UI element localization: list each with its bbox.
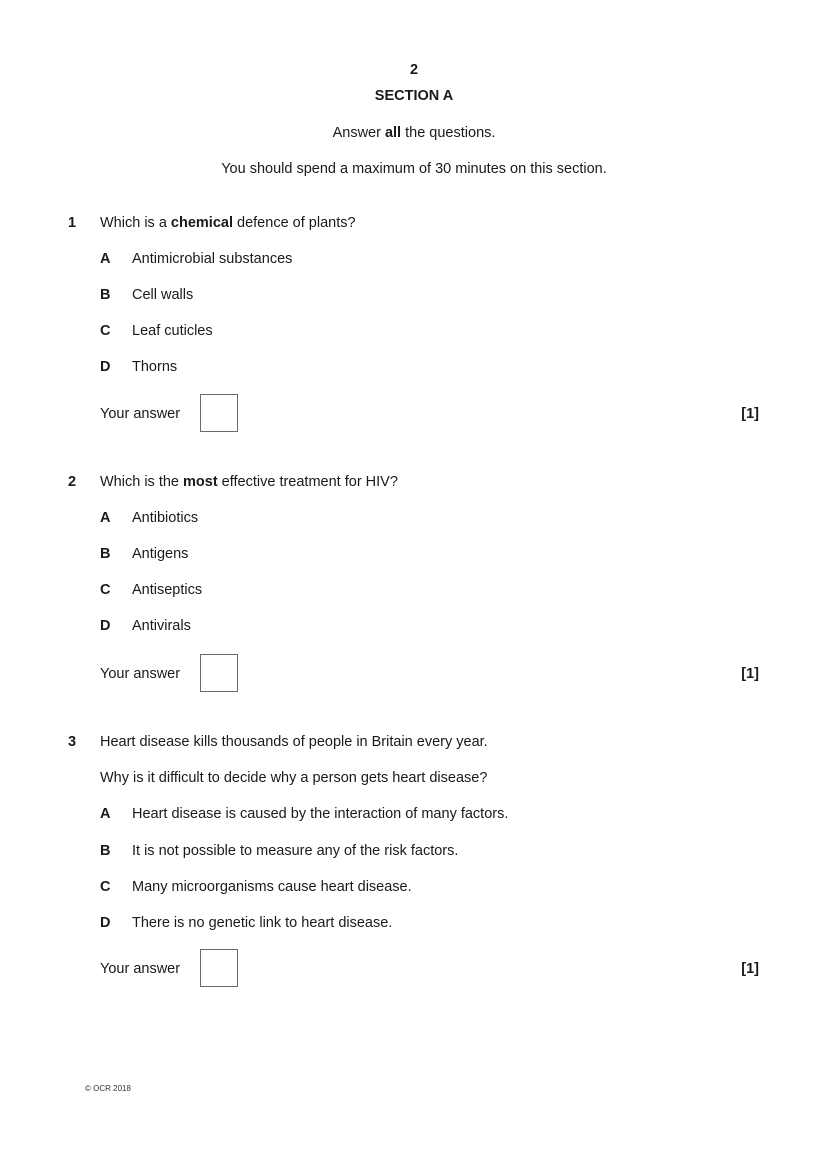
section-title: SECTION A: [374, 88, 454, 104]
option-letter: B: [100, 546, 111, 562]
option-letter: B: [100, 843, 111, 859]
instruction-line-1: [0, 125, 828, 141]
option-text: Many microorganisms cause heart disease.: [132, 879, 412, 895]
answer-box[interactable]: [200, 654, 238, 692]
option-text: It is not possible to measure any of the risk factors.: [132, 843, 459, 859]
answer-box[interactable]: [200, 394, 238, 432]
option-letter: D: [100, 359, 111, 375]
your-answer-label: Your answer: [100, 961, 181, 977]
question-stem: Heart disease kills thousands of people in Britain every year.: [100, 734, 488, 750]
your-answer-label: Your answer: [100, 666, 181, 682]
stem-emphasis: chemical: [170, 215, 233, 231]
question-number: 3: [68, 734, 77, 750]
option-text: Thorns: [132, 359, 178, 375]
page-number: 2: [409, 62, 419, 78]
option-letter: A: [100, 510, 111, 526]
option-text: There is no genetic link to heart disease.: [132, 915, 393, 931]
option-letter: D: [100, 618, 111, 634]
stem-text: effective treatment for HIV?: [217, 474, 398, 490]
option-letter: C: [100, 323, 111, 339]
option-text: Antiseptics: [132, 582, 203, 598]
stem-text: Which is a: [100, 215, 171, 231]
option-text: Cell walls: [132, 287, 194, 303]
option-letter: A: [100, 806, 111, 822]
stem-text: defence of plants?: [233, 215, 356, 231]
stem-emphasis: most: [183, 474, 218, 490]
instruction-line-2: You should spend a maximum of 30 minutes on this section.: [221, 161, 607, 177]
question-number: 1: [68, 215, 77, 231]
option-text: Antimicrobial substances: [132, 251, 293, 267]
question-stem-2: Why is it difficult to decide why a person gets heart disease?: [100, 770, 488, 786]
question-number: 2: [68, 474, 77, 490]
option-letter: C: [100, 582, 111, 598]
your-answer-label: Your answer: [100, 406, 181, 422]
marks-label: [1]: [741, 406, 759, 422]
copyright-footer: © OCR 2018: [85, 1084, 131, 1093]
instruction-text: Answer: [332, 125, 385, 141]
question-stem: [100, 474, 398, 490]
option-letter: B: [100, 287, 111, 303]
option-letter: D: [100, 915, 111, 931]
answer-box[interactable]: [200, 949, 238, 987]
instruction-emphasis: all: [384, 125, 402, 141]
instruction-text: the questions.: [401, 125, 496, 141]
marks-label: [1]: [741, 961, 759, 977]
option-text: Leaf cuticles: [132, 323, 213, 339]
option-letter: C: [100, 879, 111, 895]
option-text: Antibiotics: [132, 510, 199, 526]
question-stem: [100, 215, 356, 231]
option-text: Antivirals: [132, 618, 191, 634]
option-text: Antigens: [132, 546, 189, 562]
stem-text: Which is the: [100, 474, 183, 490]
marks-label: [1]: [741, 666, 759, 682]
option-text: Heart disease is caused by the interaction of many factors.: [132, 806, 509, 822]
option-letter: A: [100, 251, 111, 267]
